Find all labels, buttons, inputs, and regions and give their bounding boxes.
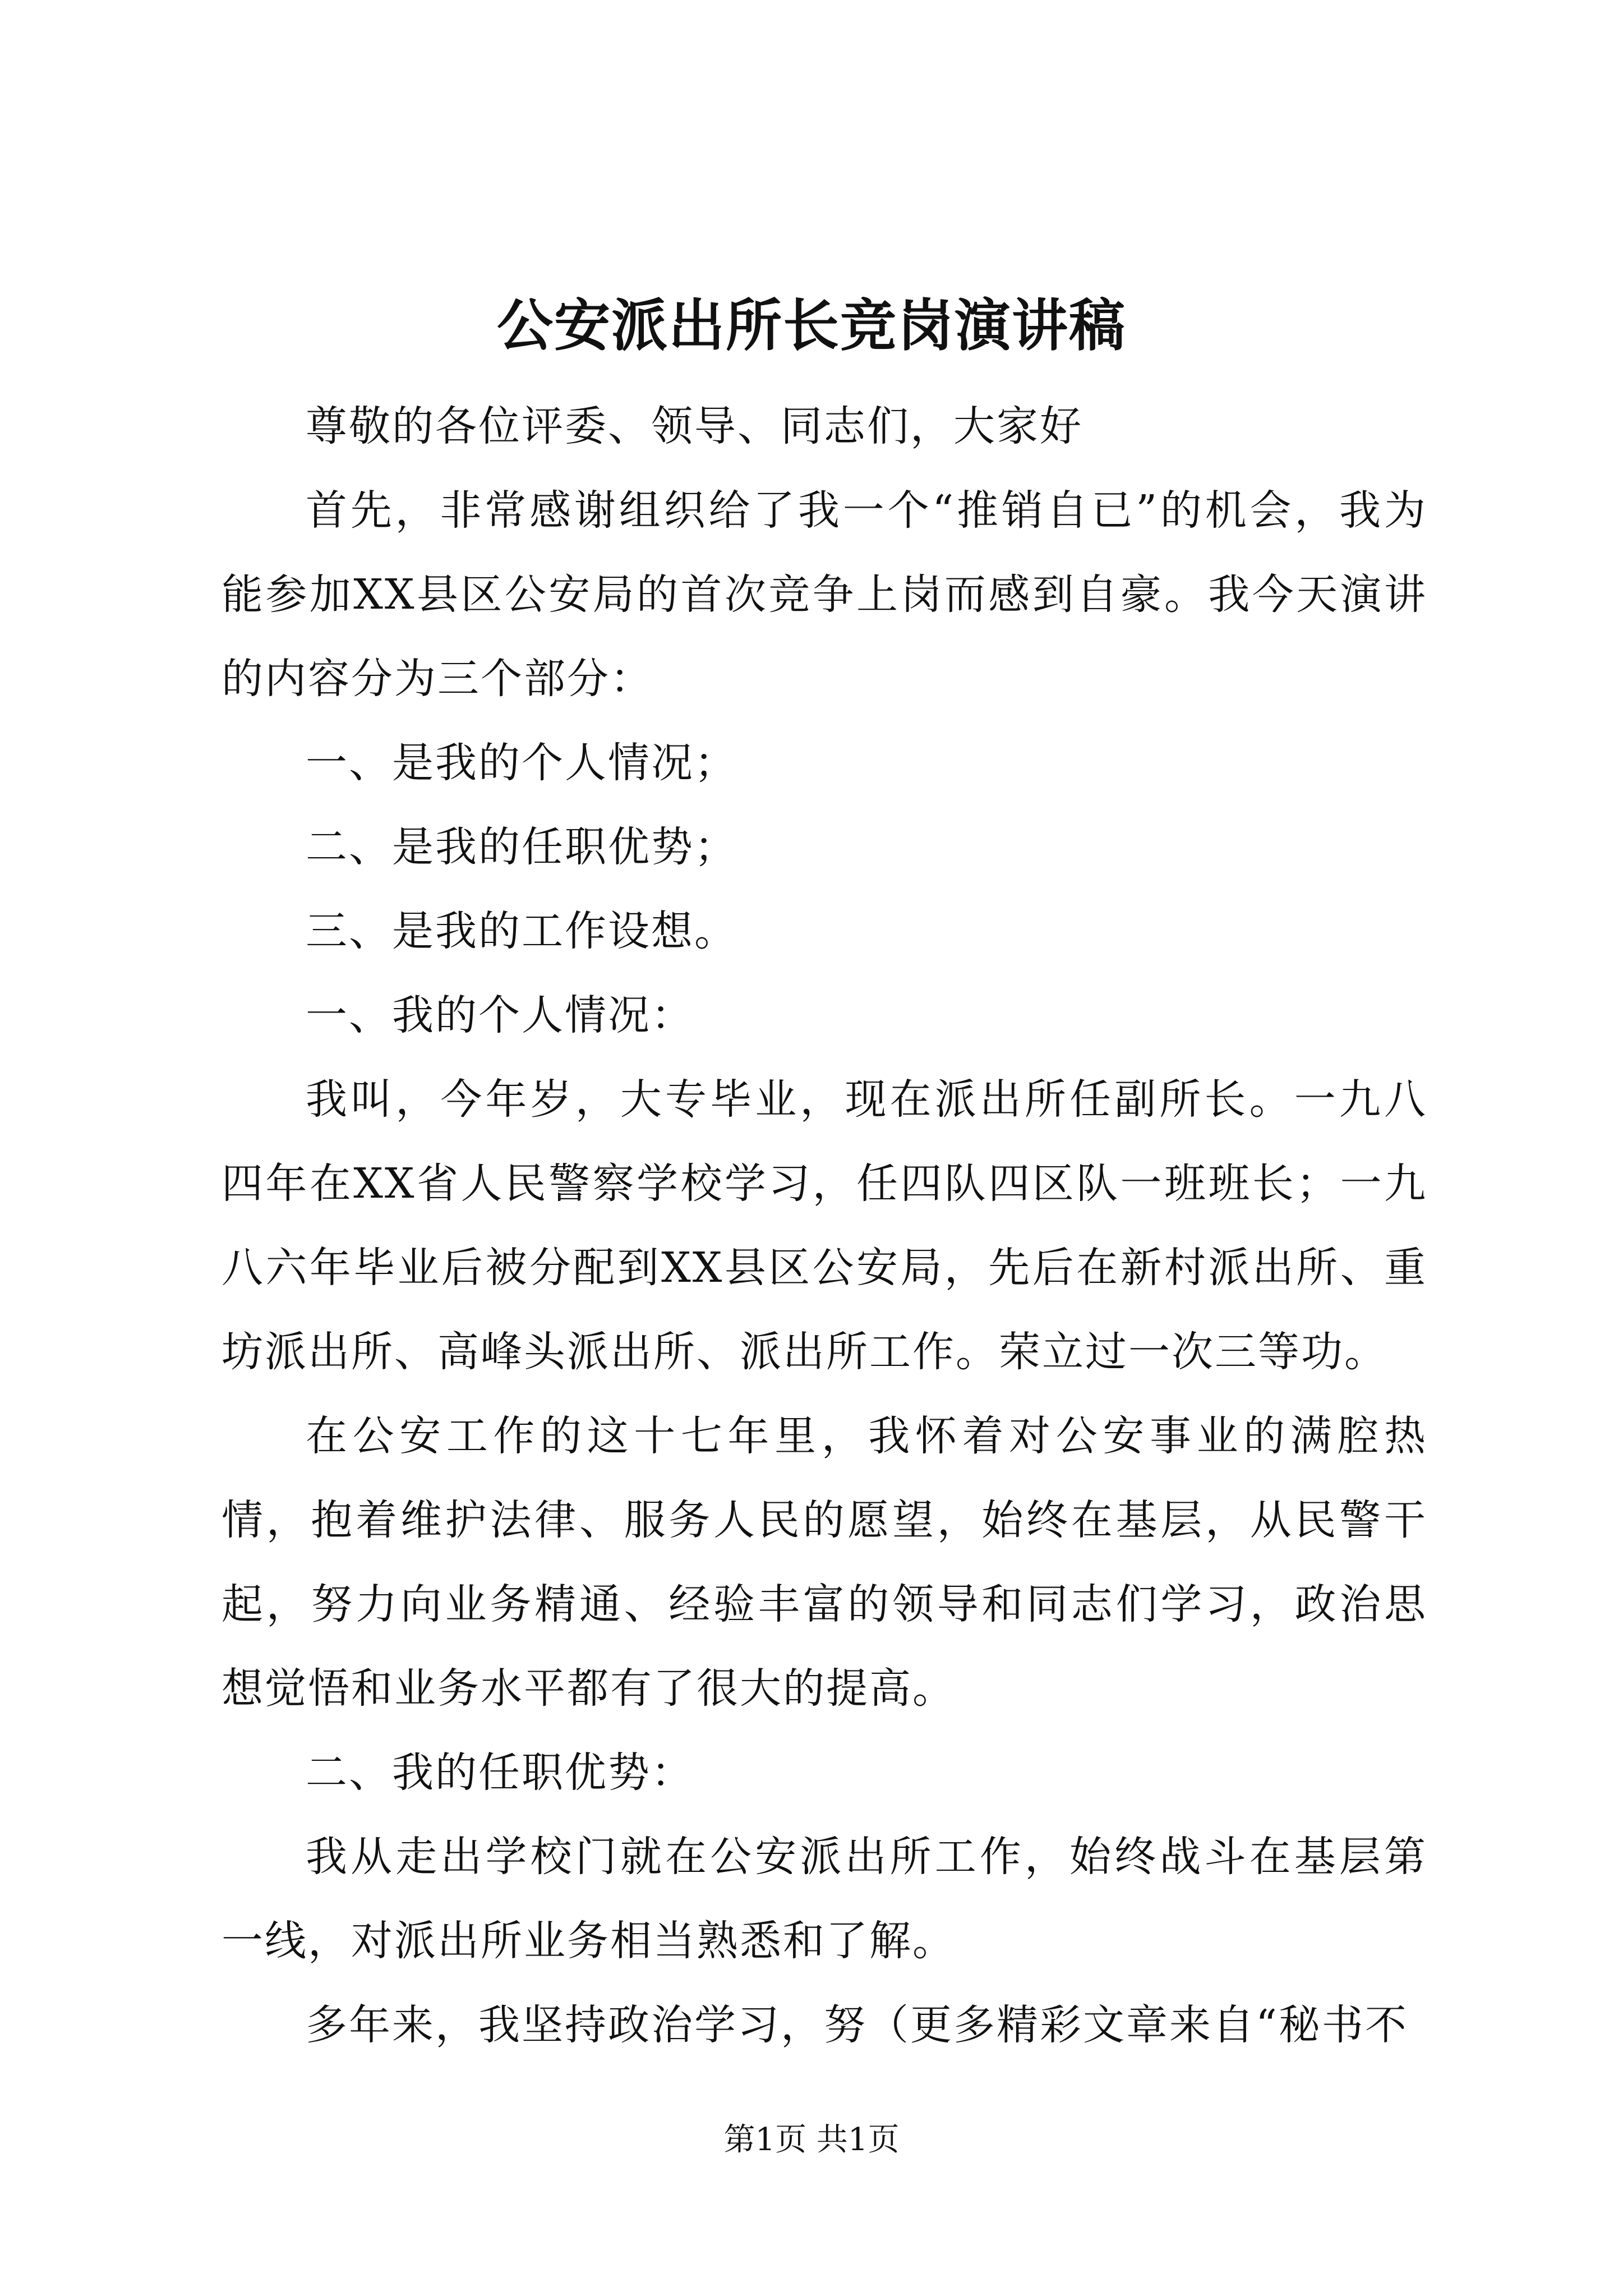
paragraph-personal-experience: 在公安工作的这十七年里，我怀着对公安事业的满腔热情，抱着维护法律、服务人民的愿望，始终在基层，从民警干起，努力向业务精通、经验丰富的领导和同志们学习，政治思想觉悟和业务水平都有了很大的提高。 — [222, 1412, 1427, 1713]
section-heading-advantages: 二、我的任职优势： — [306, 1749, 694, 1797]
document-title: 公安派出所长竞岗演讲稿 — [497, 292, 1126, 358]
paragraph-outline-1: 一、是我的个人情况； — [306, 739, 737, 787]
paragraph-outline-2: 二、是我的任职优势； — [306, 823, 737, 871]
paragraph-intro: 首先，非常感谢组织给了我一个“推销自已”的机会，我为能参加XX县区公安局的首次竞争上岗而感到自豪。我今天演讲的内容分为三个部分： — [222, 486, 1427, 703]
section-heading-personal: 一、我的个人情况： — [306, 991, 694, 1039]
paragraph-advantage-2: 多年来，我坚持政治学习，努（更多精彩文章来自“秘书不 — [306, 2001, 1408, 2049]
paragraph-outline-3: 三、是我的工作设想。 — [306, 907, 737, 955]
document-body — [222, 384, 1427, 2067]
paragraph-advantage-1: 我从走出学校门就在公安派出所工作，始终战斗在基层第一线，对派出所业务相当熟悉和了解。 — [222, 1833, 1427, 1965]
paragraph-greeting: 尊敬的各位评委、领导、同志们，大家好 — [306, 402, 1083, 450]
paragraph-personal-background: 我叫，今年岁，大专毕业，现在派出所任副所长。一九八四年在XX省人民警察学校学习，任四队四区队一班班长；一九八六年毕业后被分配到XX县区公安局，先后在新村派出所、重坊派出所、高峰头派出所、派出所工作。荣立过一次三等功。 — [222, 1075, 1427, 1376]
page-footer: 第1页 共1页 — [723, 2122, 900, 2158]
